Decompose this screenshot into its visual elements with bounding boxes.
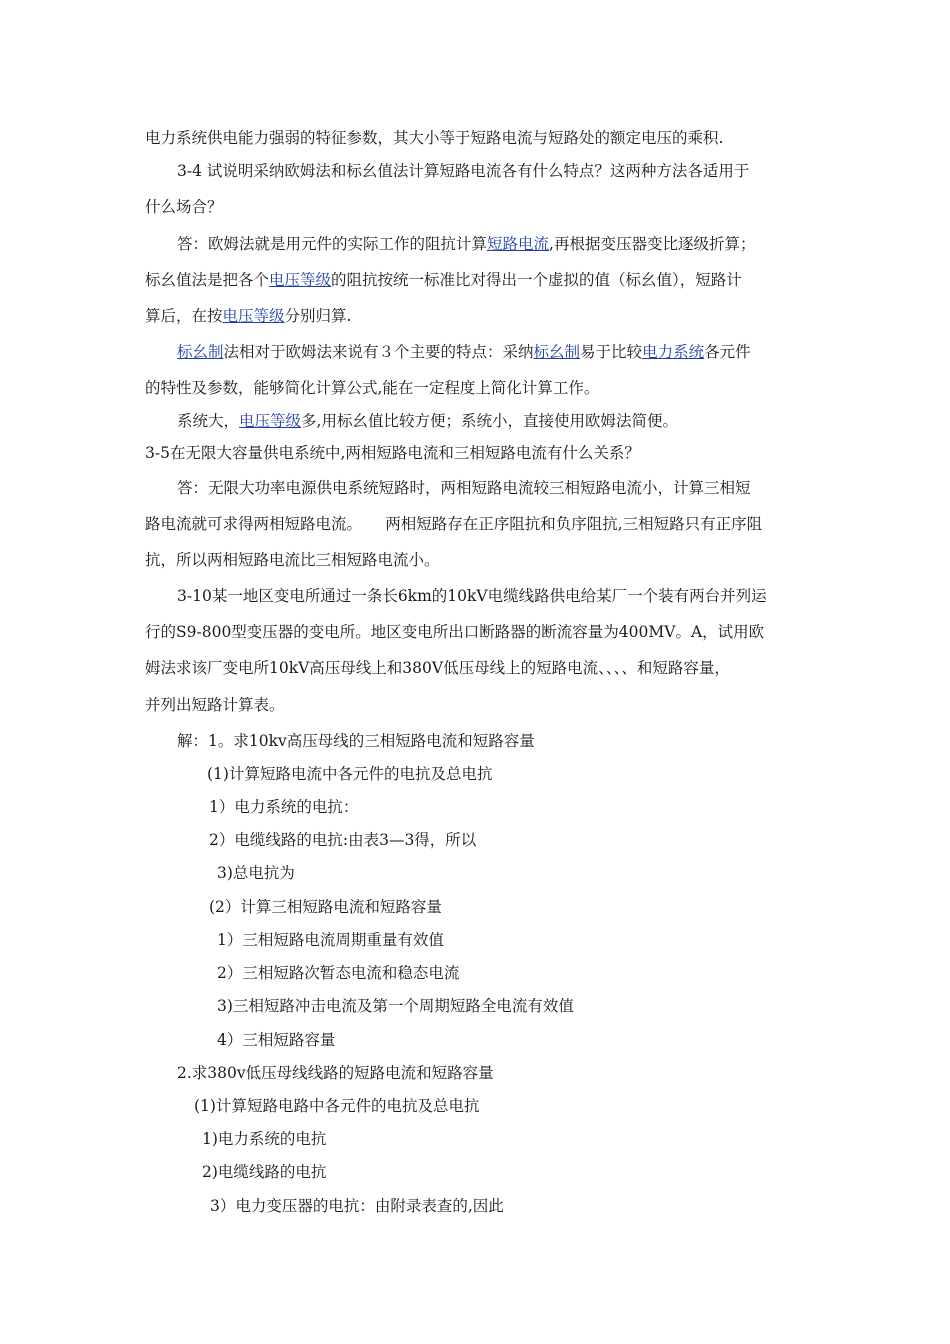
solution-step: 3）电力变压器的电抗：由附录表查的,因此 (210, 1197, 504, 1215)
solution-heading: 解：1。求10kv高压母线的三相短路电流和短路容量 (177, 732, 535, 750)
text-line: 路电流就可求得两相短路电流。 两相短路存在正序阻抗和负序阻抗,三相短路只有正序阻 (145, 515, 763, 533)
solution-step: 1）电力系统的电抗： (209, 798, 359, 816)
text-line (145, 269, 810, 291)
text-line: 姆法求该厂变电所10kV高压母线上和380V低压母线上的短路电流、、、、和短路容量， (145, 659, 730, 677)
solution-step: 3)三相短路冲击电流及第一个周期短路全电流有效值 (217, 997, 574, 1015)
text-segment: 各元件 (704, 343, 751, 361)
solution-step: (1)计算短路电路中各元件的电抗及总电抗 (194, 1097, 480, 1115)
text-line: 的特性及参数，能够简化计算公式,能在一定程度上简化计算工作。 (145, 379, 600, 397)
text-segment: ,再根据变压器变比逐级折算； (549, 235, 756, 253)
text-segment: 答：欧姆法就是用元件的实际工作的阻抗计算 (177, 235, 488, 253)
text-line: 并列出短路计算表。 (145, 696, 285, 714)
question-3-10: 3-10某一地区变电所通过一条长6km的10kV电缆线路供电给某厂一个装有两台并列运 (177, 587, 767, 605)
text-segment: 易于比较 (580, 343, 643, 361)
solution-step: (1)计算短路电流中各元件的电抗及总电抗 (207, 765, 493, 783)
text-line: 抗，所以两相短路电流比三相短路电流小。 (145, 551, 440, 569)
link-voltage-level[interactable]: 电压等级 (222, 307, 285, 325)
text-line: 电力系统供电能力强弱的特征参数，其大小等于短路电流与短路处的额定电压的乘积. (145, 129, 724, 147)
link-voltage-level[interactable]: 电压等级 (269, 271, 332, 289)
solution-step: 1）三相短路电流周期重量有效值 (217, 931, 444, 949)
text-segment: 系统大， (177, 412, 240, 430)
question-3-5: 3-5在无限大容量供电系统中,两相短路电流和三相短路电流有什么关系？ (145, 444, 640, 462)
text-line (177, 410, 810, 432)
link-voltage-level[interactable]: 电压等级 (239, 412, 302, 430)
text-line: 行的S9-800型变压器的变电所。地区变电所出口断路器的断流容量为400MV。A，试用欧 (145, 623, 765, 641)
solution-step: 3)总电抗为 (217, 864, 295, 882)
text-segment: 多,用标幺值比较方便；系统小，直接使用欧姆法简便。 (301, 412, 678, 430)
solution-step: 2)电缆线路的电抗 (202, 1163, 327, 1181)
text-line: 什么场合？ (145, 198, 223, 216)
solution-heading: 2.求380v低压母线线路的短路电流和短路容量 (177, 1064, 494, 1082)
solution-step: 2）电缆线路的电抗:由表3—3得，所以 (209, 831, 477, 849)
link-per-unit-system[interactable]: 标幺制 (177, 343, 224, 361)
solution-step: 2）三相短路次暂态电流和稳态电流 (217, 964, 460, 982)
text-line (145, 305, 810, 327)
link-per-unit-system[interactable]: 标幺制 (533, 343, 581, 361)
solution-step: 4）三相短路容量 (217, 1031, 336, 1049)
text-segment: 法相对于欧姆法来说有３个主要的特点：采纳 (223, 343, 534, 361)
answer-line: 答：无限大功率电源供电系统短路时，两相短路电流较三相短路电流小，计算三相短 (177, 479, 751, 497)
link-power-system[interactable]: 电力系统 (642, 343, 705, 361)
text-segment: 标幺值法是把各个 (145, 271, 270, 289)
text-segment: 算后，在按 (145, 307, 223, 325)
question-3-4: 3-4 试说明采纳欧姆法和标幺值法计算短路电流各有什么特点？这两种方法各适用于 (177, 162, 750, 180)
solution-step: (2）计算三相短路电流和短路容量 (209, 898, 442, 916)
solution-step: 1)电力系统的电抗 (202, 1130, 327, 1148)
link-short-circuit-current[interactable]: 短路电流 (487, 235, 550, 253)
text-segment: 的阻抗按统一标准比对得出一个虚拟的值（标幺值），短路计 (331, 271, 742, 289)
text-line (177, 341, 810, 363)
text-segment: 分别归算. (284, 307, 352, 325)
answer-line (177, 233, 810, 255)
